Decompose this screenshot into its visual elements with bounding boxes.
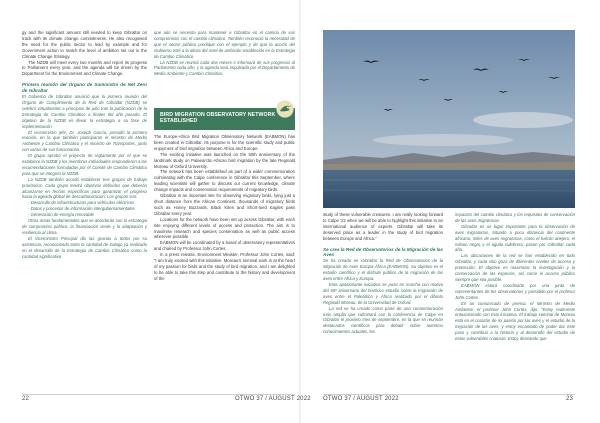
nzdb-continuation-es: [154, 30, 295, 77]
right-footer-label: OTWO 37 / AUGUST 2022: [323, 396, 399, 402]
paragraph: El grupo aprobó el proyecto de reglamento por el que se establece la NZDB y los miembros individuales respondieron a las recomendaciones formuladas por el Comité de Cambio Climático para que se integren la NZDB.: [22, 153, 147, 176]
headline-text: BIRD MIGRATION OBSERVATORY NETWORK ESTABLISHED: [160, 112, 276, 125]
paragraph: Esta apasionante iniciativa se puso en marcha con motivo del 50º aniversario del histórico estudio sobre la migración de aves entre el Paleártico y África realizado por el difunto Reginald Moreau, de la Universidad de Oxford.: [323, 281, 443, 305]
intro-paragraph-en: gy and the significant amount still needed to keep Gibraltar on track with its climate change commitments. He also recognised the need for the public sector to lead by example and for Government action to match the level of ambition set out in the Climate Change Strategy.: [22, 30, 147, 59]
left-column-1: [22, 30, 147, 259]
bird-article-es-continuation: [455, 212, 575, 342]
paragraph: The Europe-Africa Bird Migration Observatory Network (EABMON) has been created in Gibraltar. Its purpose is for the scientific study and public enjoyment of bird migration between Africa and Europe.: [154, 134, 295, 151]
right-column-4: [455, 212, 575, 342]
right-page-number: 23: [566, 396, 574, 402]
right-column-3: [323, 212, 443, 335]
paragraph: Locations for the network have been set up across Gibraltar, with each site enjoying different levels of access and protection. The aim is to maximise research and species conservation as well as public access wherever possible.: [154, 216, 295, 240]
paragraph: - Generación de energía renovable: [28, 212, 94, 218]
left-page-number: 22: [22, 396, 30, 402]
left-column-2: [154, 30, 295, 77]
paragraph: Gibraltar is an important site for observing migratory birds, lying just a short distance from the African Continent, thousands of migratory birds such as Honey Buzzards, Black Kites and Short-toed Eagles pass Gibraltar every year.: [154, 193, 295, 216]
subhead-nzdb-es: Primera reunión del Órgano de Suministro de Net Zero de Gibraltar: [22, 82, 147, 94]
left-footer-rule: [22, 394, 295, 395]
paragraph: EABMON will be coordinated by a board of observatory representatives and chaired by Professor John Cortes.: [154, 240, 295, 252]
paragraph: Se ha creado en Gibraltar la Red de Observatorios de la Migración de Aves Europa-África (EABMON). Su objetivo es el estudio científico y el disfrute público de la migración de las aves entre África y Europa.: [323, 258, 443, 282]
paragraph: In a press release, Environment Minister, Professor John Cortes, said: “I am truly excited with this initiative. Moreau’s seminal work is at the heart of my passion for birds and the study of bird migration, and I am delighted to be able to take this step and contribute to the history and development of the: [154, 252, 295, 281]
bird-article-en: [154, 134, 295, 282]
paragraph: En un comunicado de prensa, el Ministro de Medio Ambiente, el profesor John Cortes, dijo: “Estoy realmente entusiasmado con esta iniciativa. El trabajo seminal de Moreau está en el corazón de mi pasión por las aves y el estudio de la migración de las aves, y estoy encantado de poder dar este paso y contribuir a la historia y al desarrollo del estudio de estas vulnerables criaturas. Estoy deseando que: [455, 300, 575, 342]
paragraph: que aún se necesita para mantener a Gibraltar en el camino de sus compromisos con el cambio climático. También reconoció la necesidad de que el sector público predique con el ejemplo y de que la acción del Gobierno esté a la altura del nivel de ambición establecido en la Estrategia de Cambio Climático.: [154, 30, 295, 59]
bird-article-es: [323, 258, 443, 335]
paragraph: El Gobierno de Gibraltar anunció que la primera reunión del Órgano de Cumplimiento de la Red de Gibraltar (NZDB) se celebró virtualmente a principios de julio tras la publicación de la Estrategia de Cambio Climático a finales del año pasado. El objetivo de la NZDB es llevar la estrategia a su fase de implementación.: [22, 94, 147, 129]
paragraph: El viceministro jefe, Dr. Joseph García, presidió la primera reunión, en la que también participaron el ministro de Medio Ambiente y Cambio Climático y el ministro de Transportes, junto con varios de sus funcionarios.: [22, 129, 147, 153]
paragraph: study of these vulnerable creatures. I am really looking forward to Calpe ’22 when we will be able to highlight this initiative to an international audience of experts. Gibraltar will take its deserved place as a leader in the study of bird migration between Europe and Africa.”: [323, 212, 443, 241]
nzdb-paragraph-en: The NZDB will meet every two months and report its progress to Parliament every year, and the agenda will be driven by the Department for the Environment and Climate Change.: [22, 59, 147, 77]
bird-article-en-continuation: [323, 212, 443, 242]
bird-migration-headline: [154, 108, 295, 130]
paragraph: EABMON estará coordinado por una junta de representantes de los observatorios y presidido por el profesor John Cortes.: [455, 282, 575, 300]
paragraph: Gibraltar es un lugar importante para la observación de aves migratorias. Situado a poca distancia del continente africano, miles de aves migratorias, como el halcón abejero, el milano negro y el águila culebrera, pasan por Gibraltar cada año.: [455, 223, 575, 253]
paragraph: The exciting initiative was launched on the 50th anniversary of the landmark study on Palaearctic-African bird migration by the late Reginald Moreau of Oxford University.: [154, 151, 295, 169]
paragraph: Otras áreas fundamentales que se abordarán son la estrategia de compromiso público, la financiación verde y la adaptación y resiliencia al clima.: [22, 218, 147, 235]
right-footer-rule: [323, 394, 575, 395]
paragraph: - Datos y procesos de información intergubernamentales: [28, 206, 135, 212]
paragraph: La NZDB también acordó establecer tres grupos de trabajo prioritarios. Cada grupo tendrá objetivos definidos que deberán alcanzarse en fechas específicas para garantizar el progreso hacia la agenda global de descarbonización. Los grupos son:: [22, 176, 147, 200]
bird-icon: [276, 100, 294, 118]
paragraph: La NZDB se reunirá cada dos meses e informará de sus progresos al Parlamento cada año, y la agenda será impulsada por el Departamento de Medio Ambiente y Cambio Climático.: [154, 59, 295, 77]
paragraph: El Viceministro Principal dio las gracias a todos por su asistencia, reconociendo tanto la cantidad de trabajo ya realizado en el desarrollo de la Estrategia de Cambio Climático como la cantidad significativa: [22, 235, 147, 259]
subhead-bird-es: Se crea la Red de Observatorios de la Migración de las Aves: [323, 246, 443, 258]
paragraph: impactos del cambio climático y los requisitos de conservación de las aves migratorias.: [455, 212, 575, 223]
bird-article-en-column: [154, 134, 295, 282]
paragraph: Las ubicaciones de la red se han establecido en todo Gibraltar, y cada sitio goza de diferentes niveles de acceso y protección. El objetivo es maximizar la investigación y la conservación de las especies, así como el acceso público siempre que sea posible.: [455, 253, 575, 282]
paragraph: - Desarrollo de infraestructuras para vehículos eléctricos: [28, 200, 135, 206]
nzdb-article-es: [22, 94, 147, 259]
paragraph: La red se ha creado como parte de una conmemoración más amplia que culminará con la conferencia de Calpe en Gibraltar el próximo mes de septiembre, en la que se reunirán destacados científicos para debatir sobre nuestros conocimientos actuales, los: [323, 305, 443, 335]
left-footer-label: OTWO 37 / AUGUST 2022: [235, 396, 311, 402]
page-gutter: [299, 0, 301, 423]
paragraph: The network has been established as part of a wider commemoration culminating with the Calpe conference in Gibraltar this September, where leading scientists will gather to discuss our current knowledge, climate change impacts and conservation requirements of migratory birds.: [154, 169, 295, 193]
birds-over-gibraltar-photo: [323, 30, 575, 208]
